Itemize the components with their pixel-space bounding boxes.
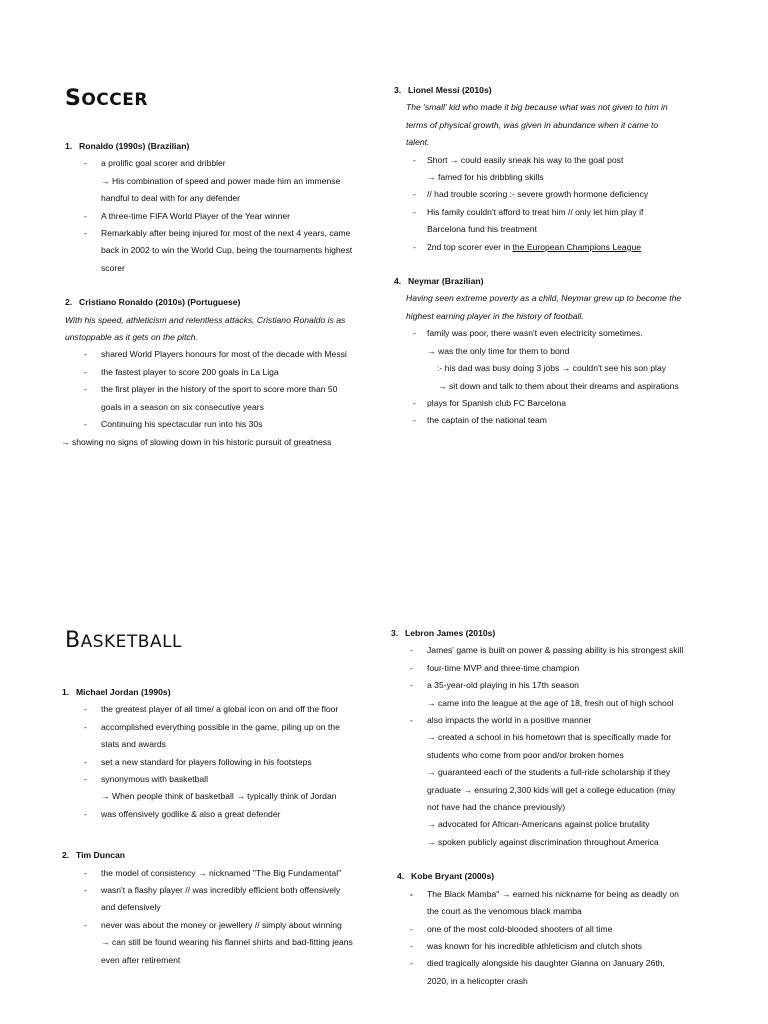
list-item: - synonymous with basketball [65,771,385,788]
list-item: - Remarkably after being injured for most of the next 4 years, came [65,225,385,242]
list-item-continuation: scorer [101,262,125,273]
list-item-continuation: → came into the league at the age of 18, fresh out of high school [427,697,674,708]
list-item: - was known for his incredible athleticism and clutch shots [391,938,721,955]
list-item-continuation: → sit down and talk to them about their dreams and aspirations [438,380,679,391]
list-item-continuation: → guaranteed each of the students a full-ride scholarship if they [427,767,671,778]
basketball-title: BASKETBALL [65,628,183,653]
player-heading-kobe-bryant: 4. Kobe Bryant (2000s) [397,871,495,882]
list-item: - The Black Mamba" → earned his nickname for being as deadly on [391,886,721,903]
list-item-continuation: 2020, in a helicopter crash [427,975,528,986]
player-intro: Having seen extreme poverty as a child, Neymar grew up to become the [406,293,682,304]
list-item: - set a new standard for players following in his footsteps [65,754,385,771]
list-item-continuation: students who come from poor and/or broken homes [427,749,624,760]
list-item: - was offensively godlike & also a great defender [65,806,385,823]
soccer-right-column [394,82,714,430]
player-heading-ronaldo: 1. Ronaldo (1990s) (Brazilian) [65,141,190,151]
player-heading-cristiano-ronaldo: 2. Cristiano Ronaldo (2010s) (Portuguese) [65,297,241,308]
player-heading-michael-jordan: 1. Michael Jordan (1990s) [62,687,171,697]
list-item-continuation: Barcelona fund his treatment [427,224,537,235]
player-heading-neymar: 4. Neymar (Brazilian) [394,276,484,287]
list-item: - James' game is built on power & passing ability is his strongest skill [391,642,721,659]
list-item: - Continuing his spectacular run into his 30s [65,416,385,433]
list-item-continuation: → was the only time for them to bond [427,345,570,356]
list-item: - died tragically alongside his daughter Gianna on January 26th, [391,955,721,972]
list-item-continuation: and defensively [101,902,161,913]
list-item: - wasn't a flashy player // was incredibly efficient both offensively [65,882,385,899]
list-item: - one of the most cold-blooded shooters of all time [391,921,721,938]
soccer-left-column [61,82,385,451]
list-item-continuation: → When people think of basketball → typically think of Jordan [101,791,337,802]
player-heading-lebron-james: 3. Lebron James (2010s) [391,628,496,638]
list-item: - plays for Spanish club FC Barcelona [394,395,714,412]
list-item-continuation: handful to deal with for any defender [101,193,241,204]
list-item-continuation: → spoken publicly against discrimination throughout America [427,836,659,847]
list-item: - family was poor, there wasn't even electricity sometimes. [394,325,714,342]
list-item: - the fastest player to score 200 goals in La Liga [65,364,385,381]
list-item-continuation: graduate → ensuring 2,300 kids will get a college education (may [427,784,676,795]
list-item: - His family couldn't afford to treat him // only let him play if [394,204,714,221]
list-item: - A three-time FIFA World Player of the Year winner [65,208,385,225]
list-item: - shared World Players honours for most of the decade with Messi [65,346,385,363]
player-heading-tim-duncan: 2. Tim Duncan [62,850,126,861]
list-item-continuation: → advocated for African-Americans against police brutality [427,819,650,830]
champions-league-link[interactable]: the European Champions League [512,241,642,252]
list-item: - accomplished everything possible in the game, piling up on the [65,719,385,736]
list-item: - 2nd top scorer ever in the European Champions League [394,239,714,256]
basketball-right-column [391,625,721,990]
list-item: - the model of consistency → nicknamed "The Big Fundamental" [65,865,385,882]
player-intro: terms of physical growth, was given in abundance when it came to [406,119,659,130]
list-item: - // had trouble scoring :- severe growth hormone deficiency [394,186,714,203]
player-intro: With his speed, athleticism and relentless attacks, Cristiano Ronaldo is as [65,314,346,325]
player-outro: → showing no signs of slowing down in his historic pursuit of greatness [61,436,332,447]
list-item: - four-time MVP and three-time champion [391,660,721,677]
player-heading-messi: 3. Lionel Messi (2010s) [394,85,492,95]
list-item-continuation: stats and awards [101,739,166,750]
list-item-continuation: the court as the venomous black mamba [427,906,582,917]
list-item: - a 35-year-old playing in his 17th season [391,677,721,694]
list-item: - the greatest player of all time/ a global icon on and off the floor [65,701,385,718]
list-item-continuation: back in 2002 to win the World Cup, being the tournaments highest [101,245,353,256]
list-item: - also impacts the world in a positive manner [391,712,721,729]
player-intro: highest earning player in the history of football. [406,310,584,321]
player-intro: unstoppable as it gets on the pitch. [65,332,198,343]
player-intro: talent. [406,137,430,148]
list-item-continuation: → famed for his dribbling skills [427,172,544,183]
list-item-continuation: not have had the chance previously) [427,802,566,813]
list-item-continuation: goals in a season on six consecutive years [101,401,264,412]
list-item-continuation: → created a school in his hometown that is specifically made for [427,732,672,743]
list-item-continuation: even after retirement [101,954,181,965]
list-item: - the captain of the national team [394,412,714,429]
list-item: - never was about the money or jewellery // simply about winning [65,917,385,934]
list-item-continuation: → His combination of speed and power made him an immense [101,175,341,186]
list-item-continuation: :- his dad was busy doing 3 jobs → couldn't see his son play [437,363,667,374]
list-item: - a prolific goal scorer and dribbler [65,155,385,172]
player-intro: The 'small' kid who made it big because what was not given to him in [406,102,668,113]
basketball-left-column [62,624,385,969]
soccer-title: SOCCER [65,86,148,111]
list-item: - the first player in the history of the sport to score more than 50 [65,381,385,398]
list-item: - Short → could easily sneak his way to the goal post [394,152,714,169]
list-item-continuation: → can still be found wearing his flannel shirts and bad-fitting jeans [101,937,353,948]
